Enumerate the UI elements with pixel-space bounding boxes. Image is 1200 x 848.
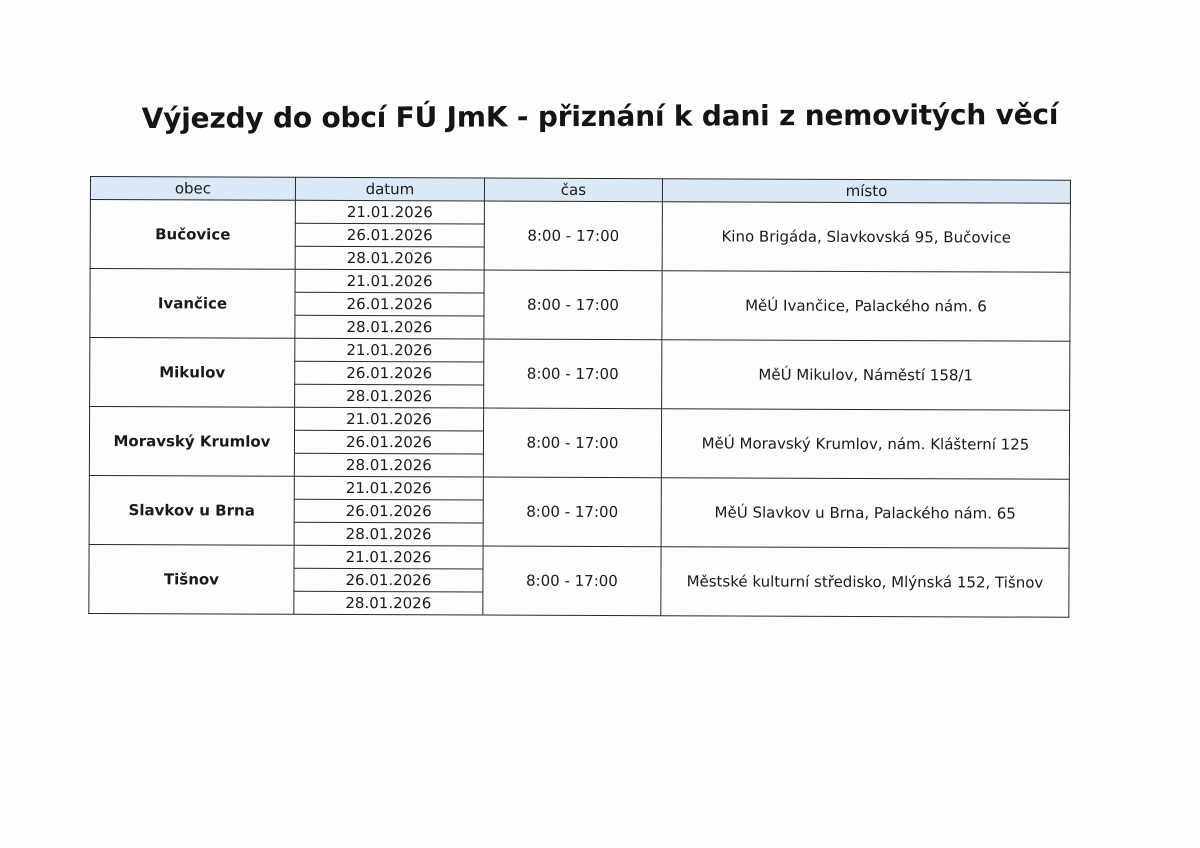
table-row	[90, 269, 1070, 296]
date-cell: 21.01.2026	[295, 200, 484, 224]
place-cell: MěÚ Ivančice, Palackého nám. 6	[662, 271, 1070, 342]
obec-cell: Mikulov	[90, 338, 295, 408]
date-cell: 26.01.2026	[295, 292, 484, 316]
time-cell: 8:00 - 17:00	[484, 339, 662, 409]
obec-cell: Tišnov	[89, 544, 294, 614]
time-cell: 8:00 - 17:00	[484, 201, 662, 271]
date-cell: 21.01.2026	[295, 269, 484, 293]
table-row	[89, 544, 1069, 571]
date-cell: 21.01.2026	[295, 407, 484, 431]
table-row	[90, 407, 1070, 434]
table-row	[90, 338, 1070, 365]
date-cell: 28.01.2026	[294, 522, 483, 546]
column-header-cas: čas	[484, 178, 662, 202]
obec-cell: Ivančice	[90, 269, 295, 339]
time-cell: 8:00 - 17:00	[483, 408, 661, 478]
table-row	[89, 475, 1069, 502]
schedule-table-wrapper	[88, 176, 1070, 618]
date-cell: 26.01.2026	[295, 223, 484, 247]
column-header-misto: místo	[662, 179, 1070, 204]
date-cell: 26.01.2026	[295, 361, 484, 385]
column-header-obec: obec	[90, 177, 295, 201]
date-cell: 26.01.2026	[294, 430, 483, 454]
date-cell: 21.01.2026	[295, 338, 484, 362]
date-cell: 28.01.2026	[294, 453, 483, 477]
obec-cell: Bučovice	[90, 200, 295, 270]
date-cell: 26.01.2026	[294, 499, 483, 523]
schedule-table	[88, 176, 1071, 618]
obec-cell: Slavkov u Brna	[89, 475, 294, 545]
place-cell: MěÚ Slavkov u Brna, Palackého nám. 65	[661, 478, 1069, 549]
place-cell: Kino Brigáda, Slavkovská 95, Bučovice	[662, 202, 1070, 273]
table-body	[89, 200, 1071, 618]
place-cell: Městské kulturní středisko, Mlýnská 152, Tišnov	[661, 547, 1069, 618]
document-title: Výjezdy do obcí FÚ JmK - přiznání k dani z nemovitých věcí	[141, 98, 1059, 135]
date-cell: 28.01.2026	[295, 384, 484, 408]
place-cell: MěÚ Moravský Krumlov, nám. Klášterní 125	[661, 409, 1069, 480]
time-cell: 8:00 - 17:00	[483, 477, 661, 547]
place-cell: MěÚ Mikulov, Náměstí 158/1	[662, 340, 1070, 411]
date-cell: 21.01.2026	[294, 476, 483, 500]
column-header-datum: datum	[295, 177, 484, 201]
table-row	[90, 200, 1070, 227]
date-cell: 26.01.2026	[294, 568, 483, 592]
date-cell: 28.01.2026	[295, 315, 484, 339]
obec-cell: Moravský Krumlov	[89, 407, 294, 477]
date-cell: 21.01.2026	[294, 545, 483, 569]
time-cell: 8:00 - 17:00	[483, 546, 661, 616]
date-cell: 28.01.2026	[295, 246, 484, 270]
date-cell: 28.01.2026	[294, 591, 483, 615]
time-cell: 8:00 - 17:00	[484, 270, 662, 340]
